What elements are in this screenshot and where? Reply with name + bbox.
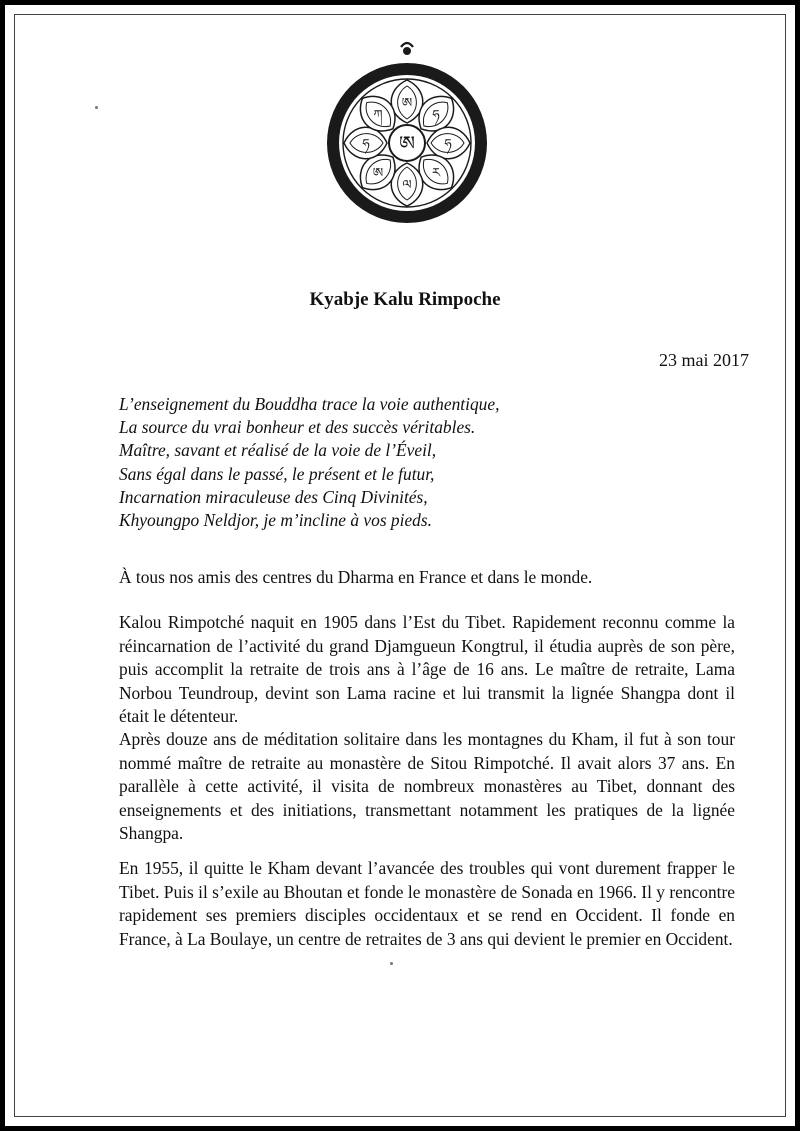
paragraph: En 1955, il quitte le Kham devant l’avancée des troubles qui vont durement frapper le Tibet. Puis il s’exile au Bhoutan et fonde le monastère de Sonada en 1966. Il y rencontre rapidement ses premiers disciples occidentaux et se rend en Occident. Il fonde en France, à La Boulaye, un centre de retraites de 3 ans qui devient le premier en Occident. [119, 858, 735, 949]
poem-line: Maître, savant et réalisé de la voie de l’Éveil, [119, 440, 437, 461]
syllable-glyph: ཨ [401, 96, 413, 111]
syllable-glyph: ཧ [444, 137, 452, 152]
paragraph: Après douze ans de méditation solitaire dans les montagnes du Kham, il fut à son tour nommé maître de retraite au monastère de Sitou Rimpotché. Il avait alors 37 ans. En parallèle à cette activité, il visita de nombreux monastères au Tibet, donnant des enseignements et des initiations, transmettant notamment les pratiques de la lignée Shangpa. [119, 729, 735, 843]
paragraph: Kalou Rimpotché naquit en 1905 dans l’Est du Tibet. Rapidement reconnu comme la réincarnation de l’activité du grand Djamgueun Kongtrul, il étudia auprès de son père, puis accomplit la retraite de trois ans à l’âge de 16 ans. Le maître de retraite, Lama Norbou Teundroup, devint son Lama racine et lui transmit la lignée Shangpa dont il était le détenteur. [119, 612, 735, 726]
poem-line: Khyoungpo Neldjor, je m’incline à vos pieds. [119, 510, 432, 531]
poem-line: L’enseignement du Bouddha trace la voie authentique, [119, 394, 500, 414]
poem-line: Incarnation miraculeuse des Cinq Divinités, [119, 486, 428, 507]
letter-date: 23 mai 2017 [659, 350, 749, 370]
scan-speck [95, 106, 98, 109]
syllable-glyph: ར [431, 166, 441, 181]
syllable-glyph: ཧ [432, 108, 440, 123]
poem-line: Sans égal dans le passé, le présent et le futur, [119, 463, 435, 484]
poem [119, 393, 679, 532]
poem-line: La source du vrai bonheur et des succès véritables. [119, 417, 476, 438]
greeting: À tous nos amis des centres du Dharma en France et dans le monde. [119, 567, 593, 587]
center-syllable-glyph: ཨ [398, 131, 416, 155]
syllable-glyph: ཨ [372, 166, 384, 181]
lotus-emblem-icon [327, 35, 487, 275]
syllable-glyph: ཀ [373, 108, 383, 123]
scan-speck [390, 962, 393, 965]
page-title: Kyabje Kalu Rimpoche [309, 289, 501, 310]
syllable-glyph: ལ [402, 178, 412, 193]
syllable-glyph: ཧ [362, 137, 370, 152]
